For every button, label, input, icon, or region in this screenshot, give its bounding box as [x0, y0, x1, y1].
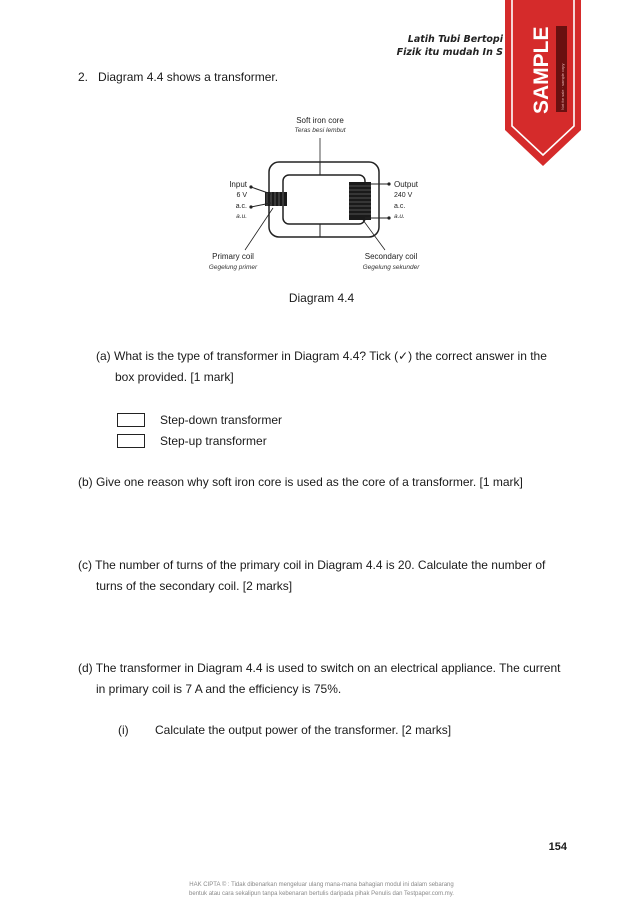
tick-box-step-down[interactable] — [117, 413, 145, 427]
option-step-down-label: Step-down transformer — [160, 413, 283, 427]
part-c-line-1: (c) The number of turns of the primary coil in Diagram 4.4 is 20. Calculate the number of — [78, 558, 546, 572]
label-gegelung-primer: Gegelung primer — [208, 264, 258, 271]
label-input-voltage: 6 V — [236, 192, 247, 199]
part-a-line-1: (a) What is the type of transformer in Diagram 4.4? Tick (✓) the correct answer in the — [96, 349, 547, 363]
part-a-text — [96, 346, 547, 388]
label-soft-iron-core: Soft iron core — [296, 116, 344, 125]
label-input-ac: a.c. — [235, 203, 247, 210]
copyright-notice — [0, 881, 643, 899]
label-primary-coil: Primary coil — [212, 252, 254, 261]
part-d-sub-i-text: Calculate the output power of the transformer. [2 marks] — [155, 723, 452, 737]
part-d-line-2: in primary coil is 7 A and the efficiency is 75%. — [96, 682, 342, 696]
part-d-line-1: (d) The transformer in Diagram 4.4 is used to switch on an electrical appliance. The current — [78, 661, 561, 675]
part-c-text — [78, 555, 545, 597]
running-header — [397, 33, 503, 59]
secondary-coil-winding — [349, 182, 371, 220]
label-gegelung-sekunder: Gegelung sekunder — [362, 264, 420, 271]
question-intro: Diagram 4.4 shows a transformer. — [98, 70, 279, 84]
label-output-ac: a.c. — [394, 203, 406, 210]
question-number: 2. — [78, 70, 89, 84]
ribbon-subtext: Not for sale · sample copy — [560, 63, 565, 110]
transformer-diagram — [195, 112, 440, 277]
label-teras-besi-lembut: Teras besi lembut — [294, 127, 346, 134]
option-step-down[interactable] — [117, 413, 282, 427]
label-secondary-coil: Secondary coil — [364, 252, 418, 261]
label-output: Output — [394, 180, 419, 189]
part-c-line-2: turns of the secondary coil. [2 marks] — [96, 579, 293, 593]
label-output-voltage: 240 V — [394, 192, 413, 199]
label-input-au: a.u. — [236, 213, 247, 220]
tick-box-step-up[interactable] — [117, 434, 145, 448]
ribbon-sample-text: SAMPLE — [530, 26, 553, 114]
part-d-sub-i-label: (i) — [118, 723, 129, 737]
diagram-caption: Diagram 4.4 — [288, 291, 355, 305]
label-input: Input — [229, 180, 247, 189]
part-d-text — [78, 658, 560, 700]
copyright-line-2: bentuk atau cara sekalipun tanpa kebenaran bertulis daripada pihak Penulis dan Testpaper.com.my. — [189, 891, 454, 897]
header-line-2: Fizik itu mudah In S — [396, 47, 503, 58]
part-a-line-2: box provided. [1 mark] — [115, 370, 234, 384]
copyright-line-1: HAK CIPTA © : Tidak dibenarkan mengeluar ulang mana-mana bahagian modul ini dalam sebarang — [189, 882, 454, 888]
page-number: 154 — [548, 841, 567, 853]
option-step-up-label: Step-up transformer — [160, 434, 267, 448]
option-step-up[interactable] — [117, 434, 267, 448]
part-b-text: (b) Give one reason why soft iron core is used as the core of a transformer. [1 mark] — [78, 475, 523, 489]
label-output-au: a.u. — [394, 213, 405, 220]
question-title — [78, 70, 278, 84]
header-line-1: Latih Tubi Bertopi — [407, 34, 503, 45]
sample-ribbon — [505, 0, 581, 168]
